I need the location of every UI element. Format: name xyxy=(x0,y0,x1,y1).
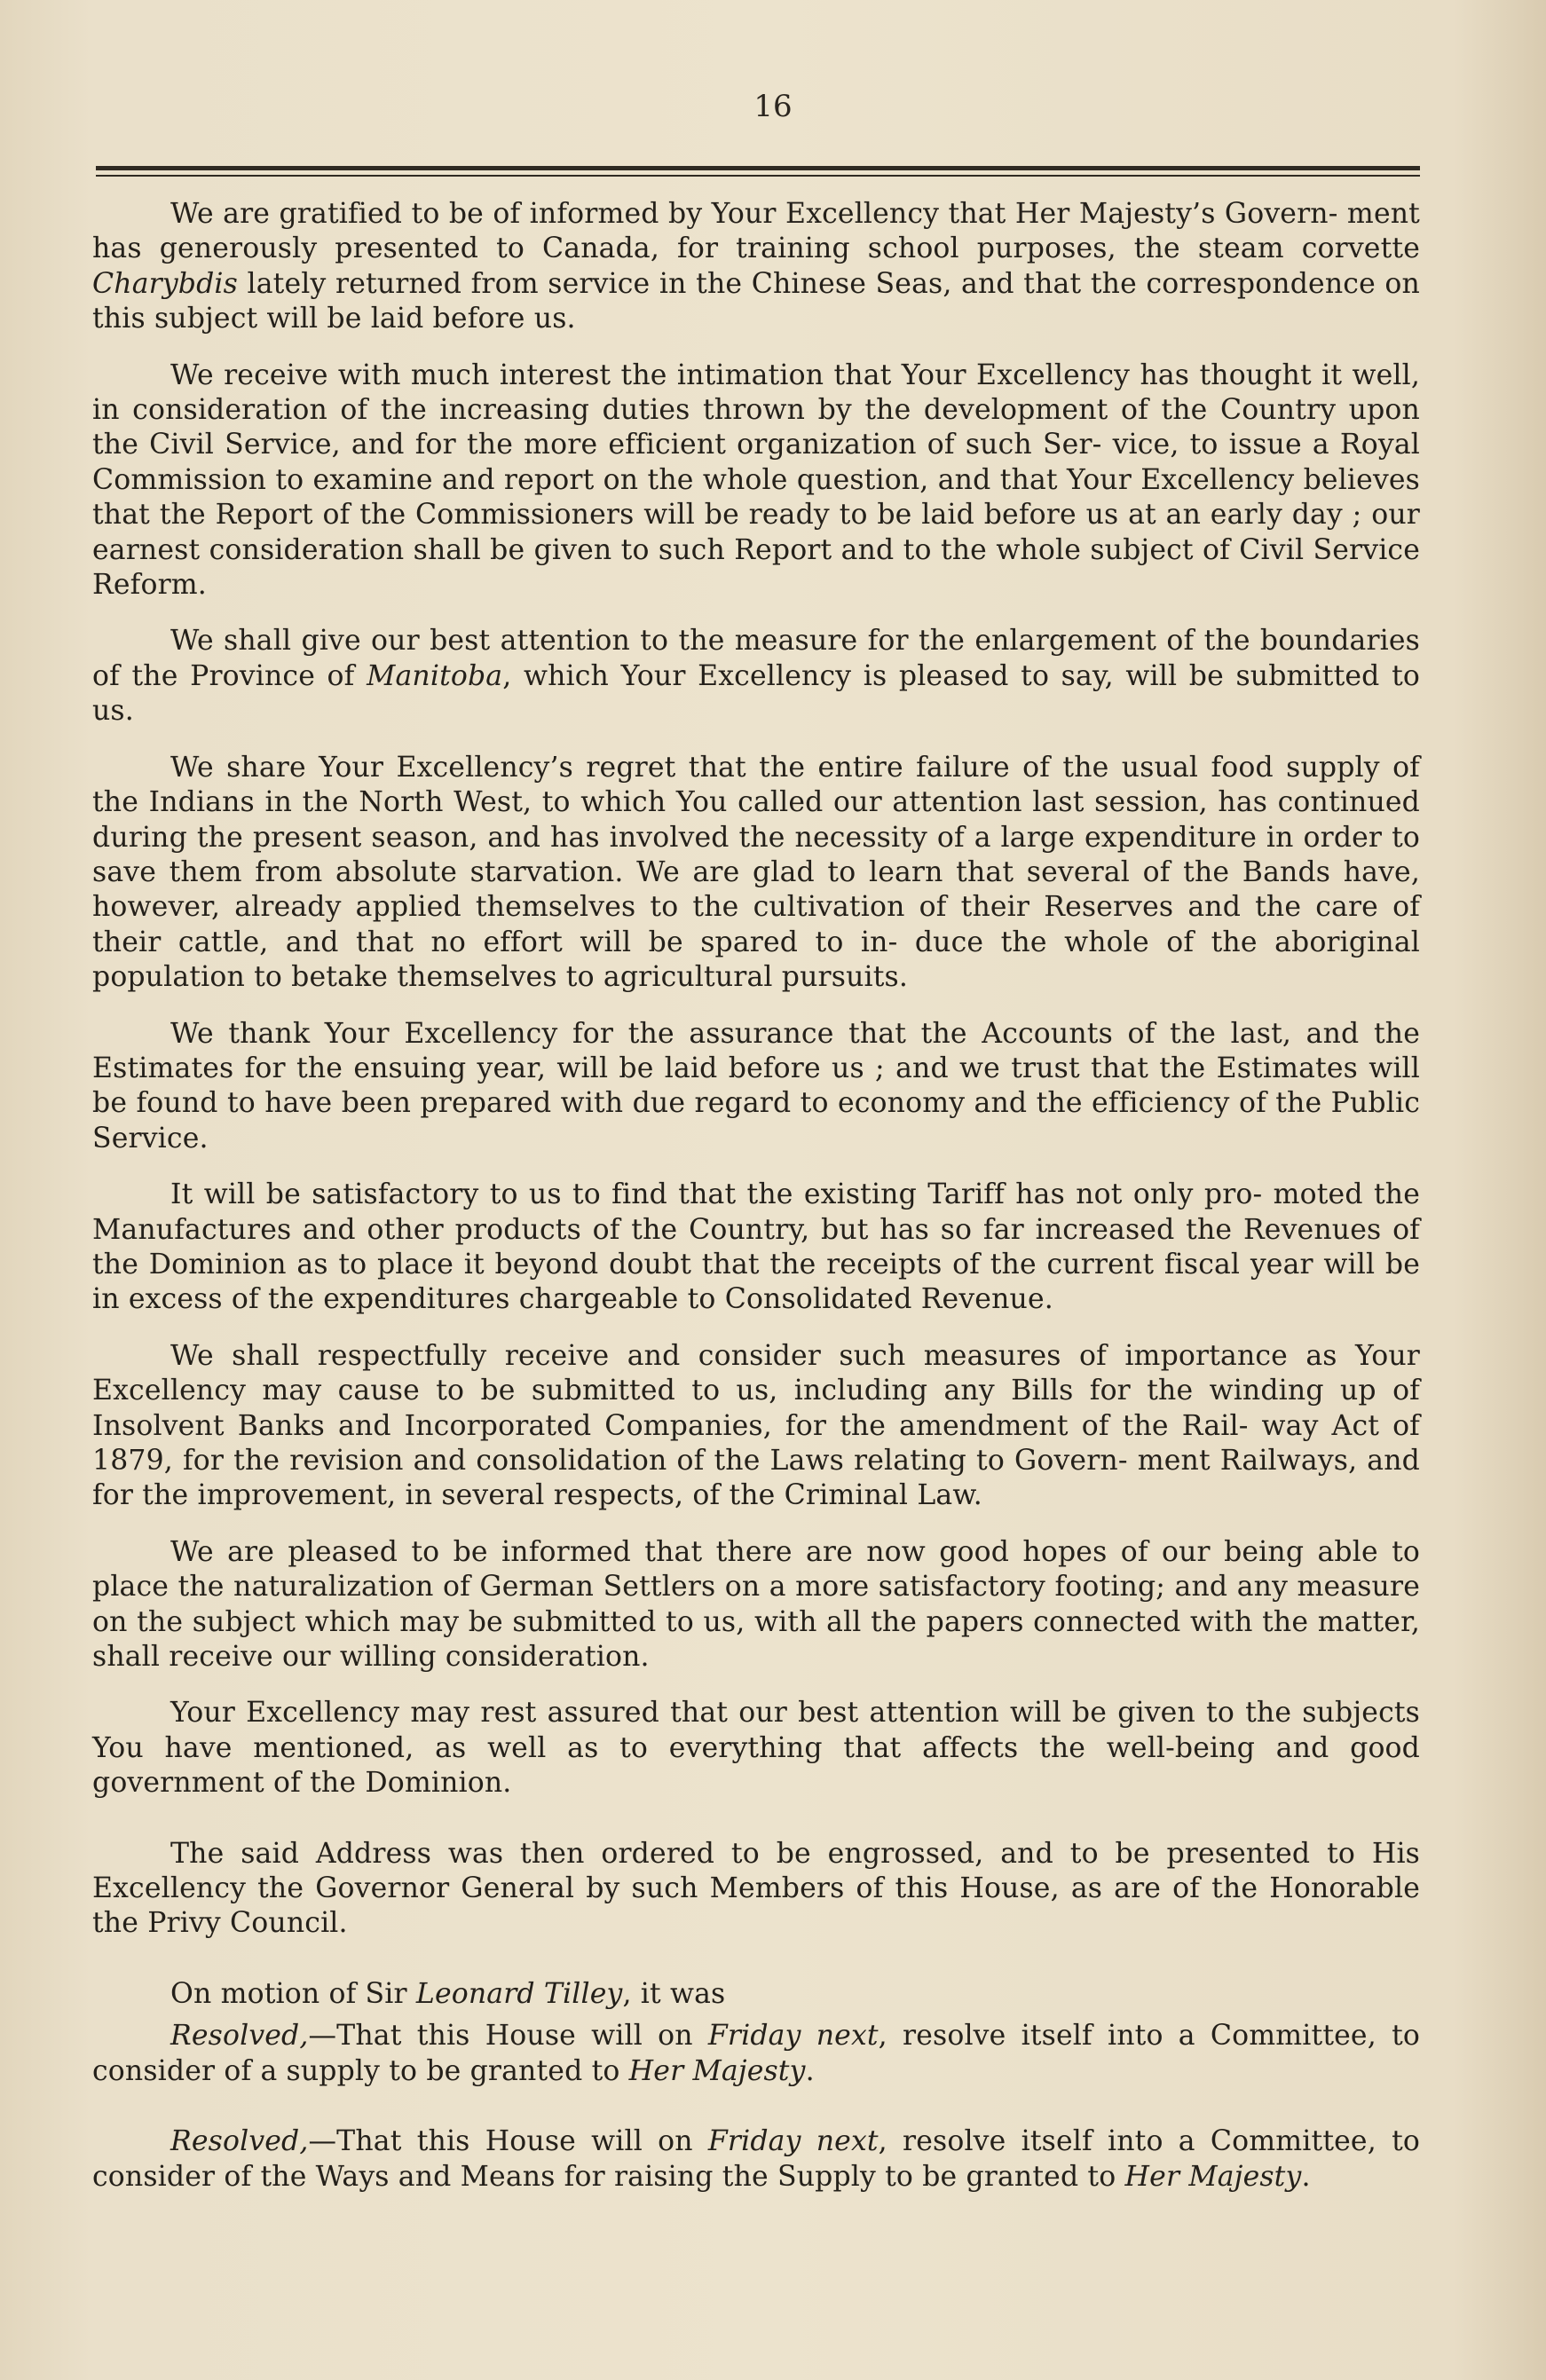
text-segment: We shall give our best attention to the measure for the enlargement of the boundaries of the Province of xyxy=(92,625,1420,692)
paragraph-tariff xyxy=(92,1178,1420,1318)
header-rule-thick xyxy=(96,166,1420,170)
text-segment: We thank Your Excellency for the assurance that the Accounts of the last, and the Estimates for the ensuing year, will be laid before us ; and we trust that the Estimates will be found to have been prepared with due regard to economy and the efficiency of the Public Service. xyxy=(92,1017,1420,1155)
text-segment: On motion of Sir xyxy=(170,1977,416,2010)
text-segment: We receive with much interest the intimation that Your Excellency has thought it well, in consideration of the increasing duties thrown by the development of the Country upon the Civil Service, and for the more efficient organization of such Ser- vice, to issue a Royal Commission to examine and report on the whole question, and that Your Excellency believes that the Report of the Commissioners will be ready to be laid before us at an early day ; our earnest consideration shall be given to such Report and to the whole subject of Civil Service Reform. xyxy=(92,359,1420,602)
text-segment: , which Your Excellency is pleased to say, will be submitted to us. xyxy=(92,659,1420,728)
paragraph-manitoba xyxy=(92,624,1420,729)
text-segment: —That this House will on xyxy=(308,2020,708,2053)
text-segment: . xyxy=(1301,2160,1311,2193)
italic-text: Her Majesty xyxy=(628,2054,806,2087)
italic-text: Resolved, xyxy=(170,2020,309,2053)
italic-text: Friday next xyxy=(707,2020,879,2053)
text-segment: We share Your Excellency’s regret that the entire failure of the usual food supply of the Indians in the North West, to which You called our attention last session, has continued during the present season, and has involved the necessity of a large expenditure in order to save them from absolute starvation. We are glad to learn that several of the Bands have, however, already applied themselves to the cultivation of their Reserves and the care of their cattle, and that no effort will be spared to in- duce the whole of the aboriginal population to betake themselves to agricultural pursuits. xyxy=(92,751,1420,994)
text-segment: , it was xyxy=(622,1977,726,2010)
italic-text: Leonard Tilley xyxy=(415,1977,623,2010)
page-number: 16 xyxy=(753,89,793,124)
text-segment: The said Address was then ordered to be engrossed, and to be presented to His Excellency the Governor General by such Members of this House, as are of the Honorable the Privy Council. xyxy=(92,1837,1420,1940)
paragraph-assured xyxy=(92,1696,1420,1801)
text-segment: , resolve itself into a Committee, to consider of a supply to be granted to xyxy=(92,2020,1420,2087)
text-segment: We are pleased to be informed that there are now good hopes of our being able to place the naturalization of German Settlers on a more satisfactory footing; and any measure on the subject which may be submitted to us, with all the papers connected with the matter, shall receive our willing consideration. xyxy=(92,1535,1420,1674)
italic-text: Her Majesty xyxy=(1124,2160,1302,2193)
italic-text: Charybdis xyxy=(92,267,238,300)
italic-text: Resolved, xyxy=(170,2125,309,2158)
paragraph-engrossed xyxy=(92,1837,1420,1942)
paragraph-naturalization xyxy=(92,1535,1420,1675)
text-segment: lately returned from service in the Chinese Seas, and that the correspondence on this subject will be laid before us. xyxy=(92,267,1420,335)
paragraph-resolved-ways xyxy=(92,2124,1420,2195)
paragraph-accounts xyxy=(92,1017,1420,1157)
text-segment: Your Excellency may rest assured that our best attention will be given to the subjects You have mentioned, as well as to everything that affects the well-being and good government of the Dominion. xyxy=(92,1697,1420,1800)
paragraph-resolved-supply xyxy=(92,2019,1420,2089)
paragraph-indians xyxy=(92,751,1420,996)
italic-text: Friday next xyxy=(707,2125,879,2158)
paragraph-charybdis xyxy=(92,197,1420,337)
italic-text: Manitoba xyxy=(367,659,503,692)
text-segment: We are gratified to be of informed by Your Excellency that Her Majesty’s Govern- ment has generously presented to Canada, for training school purposes, the steam corvette xyxy=(92,198,1420,265)
text-segment: It will be satisfactory to us to find that the existing Tariff has not only pro- moted the Manufactures and other products of the Country, but has so far increased the Revenues of the Dominion as to place it beyond doubt that the receipts of the current fiscal year will be in excess of the expenditures chargeable to Consolidated Revenue. xyxy=(92,1178,1420,1316)
text-segment: We shall respectfully receive and consider such measures of importance as Your Excellency may cause to be submitted to us, including any Bills for the winding up of Insolvent Banks and Incorporated Companies, for the amendment of the Rail- way Act of 1879, for the revision and consolidation of the Laws relating to Govern- ment Railways, and for the improvement, in several respects, of the Criminal Law. xyxy=(92,1339,1420,1512)
paragraph-civil-service xyxy=(92,359,1420,603)
paragraph-measures xyxy=(92,1339,1420,1514)
header-rule-thin xyxy=(96,175,1420,177)
text-segment: , resolve itself into a Committee, to consider of the Ways and Means for raising the Supply to be granted to xyxy=(92,2125,1420,2193)
text-segment: —That this House will on xyxy=(308,2125,708,2158)
body-text xyxy=(92,197,1420,2216)
paragraph-motion xyxy=(92,1977,1420,2012)
text-segment: . xyxy=(805,2054,815,2087)
